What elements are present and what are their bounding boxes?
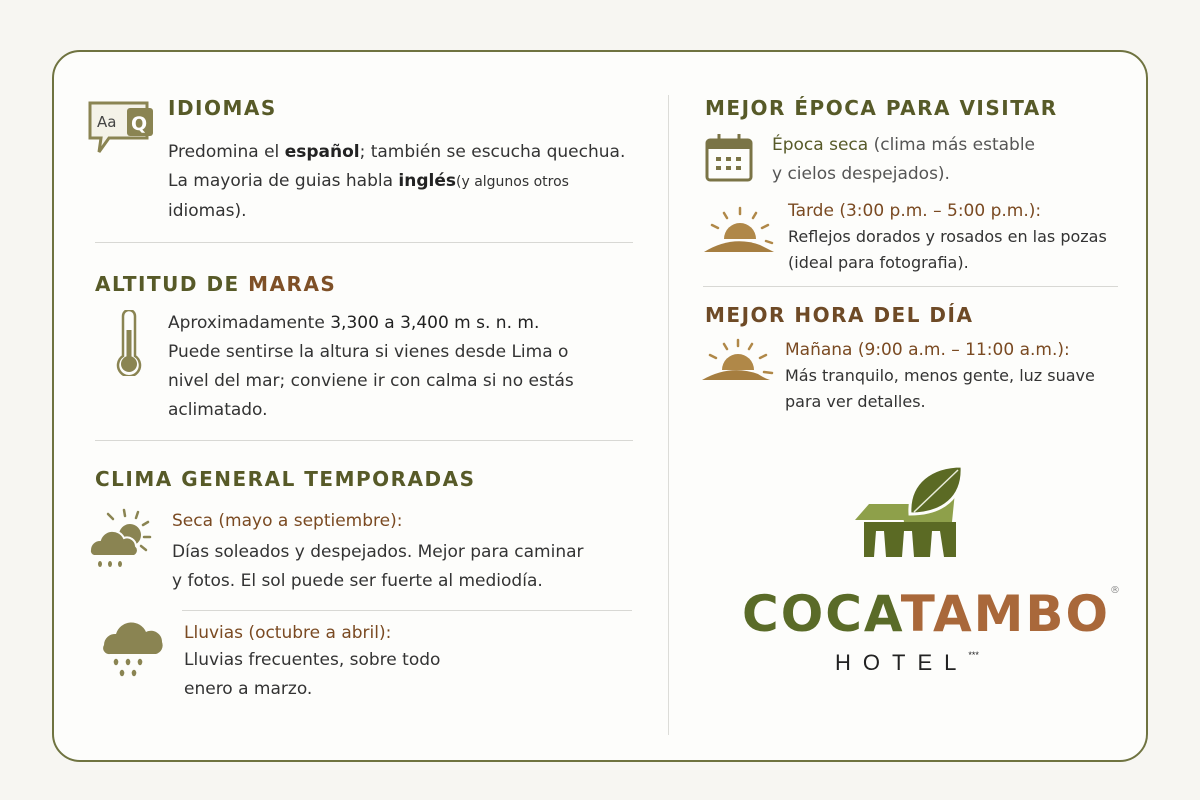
- sun-cloud-icon: [86, 508, 158, 570]
- manana-text: Más tranquilo, menos gente, luz suave para ver detalles.: [785, 366, 1095, 411]
- seca-text: Días soleados y despejados. Mejor para caminar y fotos. El sol puede ser fuerte al mediodía.: [172, 542, 584, 591]
- cocatambo-logo-text: COCATAMBO®: [742, 585, 1123, 643]
- divider: [703, 286, 1118, 287]
- rain-cloud-icon: [100, 615, 172, 679]
- idiomas-heading: IDIOMAS: [168, 96, 277, 120]
- altitud-heading: ALTITUD DE MARAS: [95, 272, 337, 296]
- tarde-text: Reflejos dorados y rosados en las pozas (ideal para fotografia).: [788, 227, 1107, 272]
- svg-text:Q: Q: [131, 113, 148, 135]
- calendar-icon: [705, 132, 755, 182]
- seca-title: Seca (mayo a septiembre):: [172, 511, 403, 531]
- divider: [95, 440, 633, 441]
- thermometer-icon: [112, 310, 146, 376]
- divider: [182, 610, 632, 611]
- manana-title: Mañana (9:00 a.m. – 11:00 a.m.):: [785, 340, 1070, 360]
- column-divider: [668, 95, 669, 735]
- svg-text:Aa: Aa: [97, 113, 117, 131]
- lluvias-text: Lluvias frecuentes, sobre todo enero a marzo.: [184, 650, 441, 699]
- language-chat-icon: [87, 100, 157, 156]
- cocatambo-logo-icon: [852, 462, 968, 560]
- divider: [95, 242, 633, 243]
- hora-heading: MEJOR HORA DEL DÍA: [705, 303, 974, 327]
- sunrise-icon: [700, 338, 776, 384]
- clima-heading: CLIMA GENERAL TEMPORADAS: [95, 467, 476, 491]
- lluvias-title: Lluvias (octubre a abril):: [184, 623, 392, 643]
- epoca-heading: MEJOR ÉPOCA PARA VISITAR: [705, 96, 1058, 120]
- epoca-text: Época seca (clima más estable y cielos despejados).: [772, 135, 1036, 184]
- tarde-title: Tarde (3:00 p.m. – 5:00 p.m.):: [788, 201, 1042, 221]
- idiomas-text: Predomina el español; también se escucha quechua. La mayoria de guias habla inglés(y algunos otros idiomas).: [168, 142, 626, 221]
- altitud-text: Aproximadamente 3,300 a 3,400 m s. n. m. Puede sentirse la altura si vienes desde Lima o nivel del mar; conviene ir con calma si no estás aclimatado.: [168, 313, 574, 420]
- sunset-icon: [702, 205, 778, 257]
- hotel-label: HOTEL***: [835, 650, 979, 675]
